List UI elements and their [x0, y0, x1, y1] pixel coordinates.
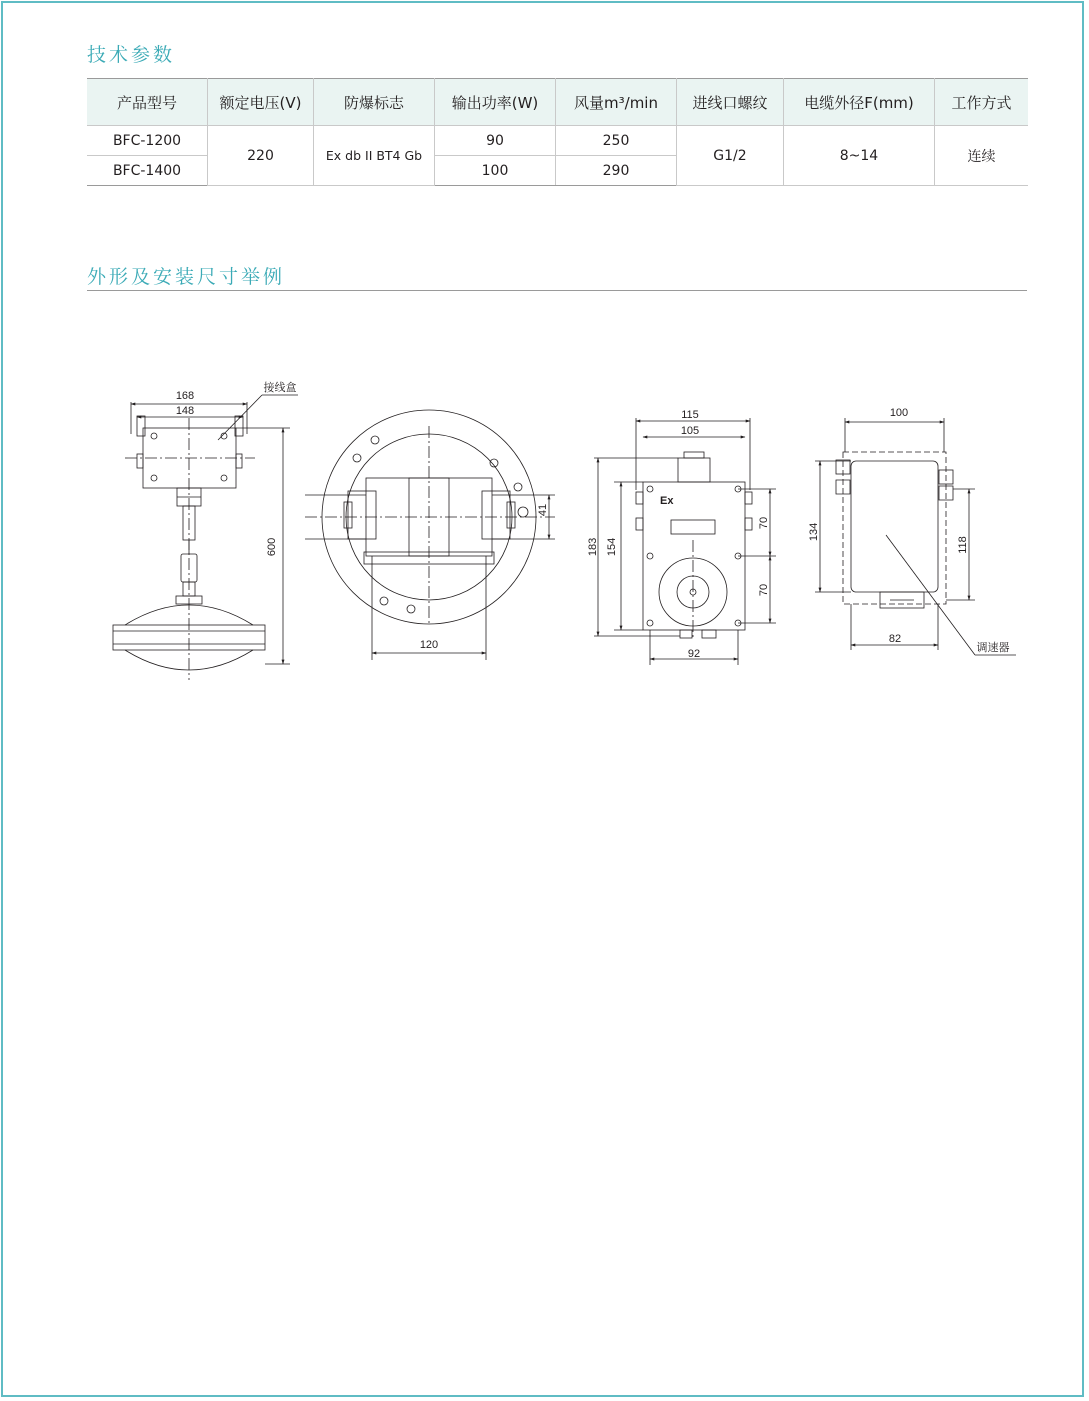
ex-marking: Ex: [660, 495, 674, 507]
cell-model: BFC-1400: [87, 156, 208, 186]
dim-134: 134: [808, 522, 820, 542]
cell-mode: 连续: [935, 126, 1029, 186]
header-airflow: 风量m³/min: [556, 79, 677, 126]
dim-600: 600: [266, 537, 278, 557]
dim-148: 148: [175, 405, 195, 417]
callout-speed-controller: 调速器: [976, 642, 1010, 654]
callout-junction-box: 接线盒: [263, 382, 297, 394]
header-model: 产品型号: [87, 79, 208, 126]
cell-airflow: 250: [556, 126, 677, 156]
dim-120: 120: [419, 639, 439, 651]
header-voltage: 额定电压(V): [208, 79, 314, 126]
dim-118: 118: [957, 536, 969, 554]
header-power: 输出功率(W): [435, 79, 556, 126]
cell-thread: G1/2: [677, 126, 784, 186]
cell-power: 90: [435, 126, 556, 156]
header-mode: 工作方式: [935, 79, 1029, 126]
dim-168: 168: [175, 390, 195, 402]
dim-41: 41: [537, 503, 549, 517]
cell-ex-mark: Ex db II BT4 Gb: [314, 126, 435, 186]
dim-183: 183: [587, 537, 599, 557]
header-cable: 电缆外径F(mm): [784, 79, 935, 126]
cell-power: 100: [435, 156, 556, 186]
header-thread: 进线口螺纹: [677, 79, 784, 126]
dim-92: 92: [687, 648, 701, 660]
dim-70-lower: 70: [758, 583, 770, 597]
front-view-drawing: [305, 410, 555, 660]
cell-cable: 8~14: [784, 126, 935, 186]
section-title-specs: 技术参数: [87, 44, 176, 66]
box-side-drawing: [815, 418, 1016, 655]
cell-airflow: 290: [556, 156, 677, 186]
box-front-drawing: [594, 418, 776, 665]
dim-115: 115: [681, 409, 699, 421]
cell-voltage: 220: [208, 126, 314, 186]
dim-154: 154: [606, 537, 618, 557]
section-title-dimensions: 外形及安装尺寸举例: [87, 266, 286, 288]
dim-100: 100: [889, 407, 909, 419]
side-view-drawing: [113, 395, 298, 680]
dim-105: 105: [680, 425, 700, 437]
header-ex-mark: 防爆标志: [314, 79, 435, 126]
cell-model: BFC-1200: [87, 126, 208, 156]
dim-82: 82: [888, 633, 902, 645]
dim-70-upper: 70: [758, 516, 770, 530]
